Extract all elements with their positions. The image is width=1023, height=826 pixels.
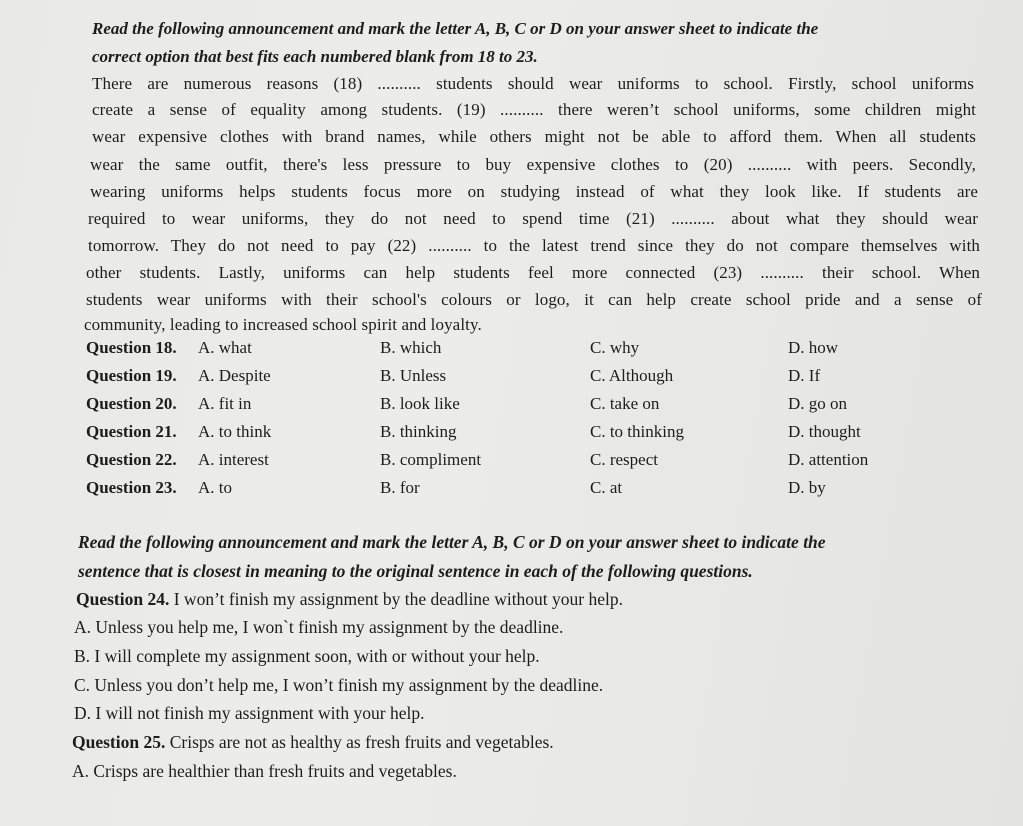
question-row-20 <box>86 394 986 422</box>
q24-option-d: D. I will not finish my assignment with your help. <box>74 703 425 723</box>
question-row-21 <box>86 422 986 450</box>
option-b: B. thinking <box>380 422 457 441</box>
passage-line-5: wearing uniforms helps students focus more on studying instead of what they look like. If students are <box>90 182 978 201</box>
question-label: Question 24. <box>76 589 170 609</box>
passage-line-3: wear expensive clothes with brand names, while others might not be able to afford them. When all students <box>92 127 976 146</box>
passage-line-9: students wear uniforms with their school's colours or logo, it can help create school pride and a sense of <box>86 290 982 309</box>
question-row-22 <box>86 450 986 478</box>
instruction2-line-1: Read the following announcement and mark the letter A, B, C or D on your answer sheet to indicate the <box>78 532 826 552</box>
question-label: Question 23. <box>86 478 177 497</box>
passage-line-8: other students. Lastly, uniforms can help students feel more connected (23) .......... their school. When <box>86 263 980 282</box>
option-d: D. attention <box>788 450 869 469</box>
option-d: D. thought <box>788 422 861 441</box>
question-stem: Crisps are not as healthy as fresh fruits and vegetables. <box>169 732 554 752</box>
option-c: C. at <box>590 478 623 497</box>
question-label: Question 19. <box>86 366 177 385</box>
option-a: A. Despite <box>198 366 271 385</box>
instruction-line-2: correct option that best fits each numbered blank from 18 to 23. <box>92 47 538 66</box>
option-a: A. interest <box>198 450 269 469</box>
question-row-18 <box>86 338 986 366</box>
passage-line-1: There are numerous reasons (18) .......... students should wear uniforms to school. Firstly, school uniforms <box>92 74 974 93</box>
question-25 <box>72 729 554 755</box>
passage-line-10: community, leading to increased school spirit and loyalty. <box>84 315 482 334</box>
question-row-23 <box>86 478 986 506</box>
q24-option-a: A. Unless you help me, I won`t finish my assignment by the deadline. <box>74 617 564 637</box>
question-label: Question 22. <box>86 450 177 469</box>
passage-line-4: wear the same outfit, there's less pressure to buy expensive clothes to (20) .......... with peers. Secondly, <box>90 155 976 174</box>
q24-option-b: B. I will complete my assignment soon, with or without your help. <box>74 646 540 666</box>
option-c: C. take on <box>590 394 660 413</box>
question-label: Question 20. <box>86 394 177 413</box>
instruction-line-1: Read the following announcement and mark the letter A, B, C or D on your answer sheet to indicate the <box>92 19 819 38</box>
option-d: D. go on <box>788 394 848 413</box>
option-b: B. look like <box>380 394 460 413</box>
option-a: A. to <box>198 478 232 497</box>
instruction2-line-2: sentence that is closest in meaning to the original sentence in each of the following questions. <box>78 561 753 581</box>
option-b: B. Unless <box>380 366 447 385</box>
option-a: A. to think <box>198 422 272 441</box>
q25-option-a: A. Crisps are healthier than fresh fruits and vegetables. <box>72 761 457 781</box>
option-c: C. Although <box>590 366 674 385</box>
option-c: C. why <box>590 338 640 357</box>
passage-line-6: required to wear uniforms, they do not need to spend time (21) .......... about what they should wear <box>88 209 978 228</box>
option-c: C. to thinking <box>590 422 684 441</box>
q24-option-c: C. Unless you don’t help me, I won’t finish my assignment by the deadline. <box>74 675 604 695</box>
question-row-19 <box>86 366 986 394</box>
option-b: B. which <box>380 338 442 357</box>
option-d: D. by <box>788 478 826 497</box>
option-a: A. fit in <box>198 394 252 413</box>
question-stem: I won’t finish my assignment by the deadline without your help. <box>173 589 624 609</box>
option-b: B. compliment <box>380 450 482 469</box>
passage-line-2: create a sense of equality among students. (19) .......... there weren’t school uniforms, some children might <box>92 100 976 119</box>
option-a: A. what <box>198 338 252 357</box>
option-d: D. how <box>788 338 839 357</box>
option-c: C. respect <box>590 450 658 469</box>
option-d: D. If <box>788 366 821 385</box>
question-label: Question 18. <box>86 338 177 357</box>
question-label: Question 25. <box>72 732 166 752</box>
option-b: B. for <box>380 478 420 497</box>
question-label: Question 21. <box>86 422 177 441</box>
passage-line-7: tomorrow. They do not need to pay (22) .......... to the latest trend since they do not compare themselves with <box>88 236 980 255</box>
question-24 <box>76 586 623 612</box>
